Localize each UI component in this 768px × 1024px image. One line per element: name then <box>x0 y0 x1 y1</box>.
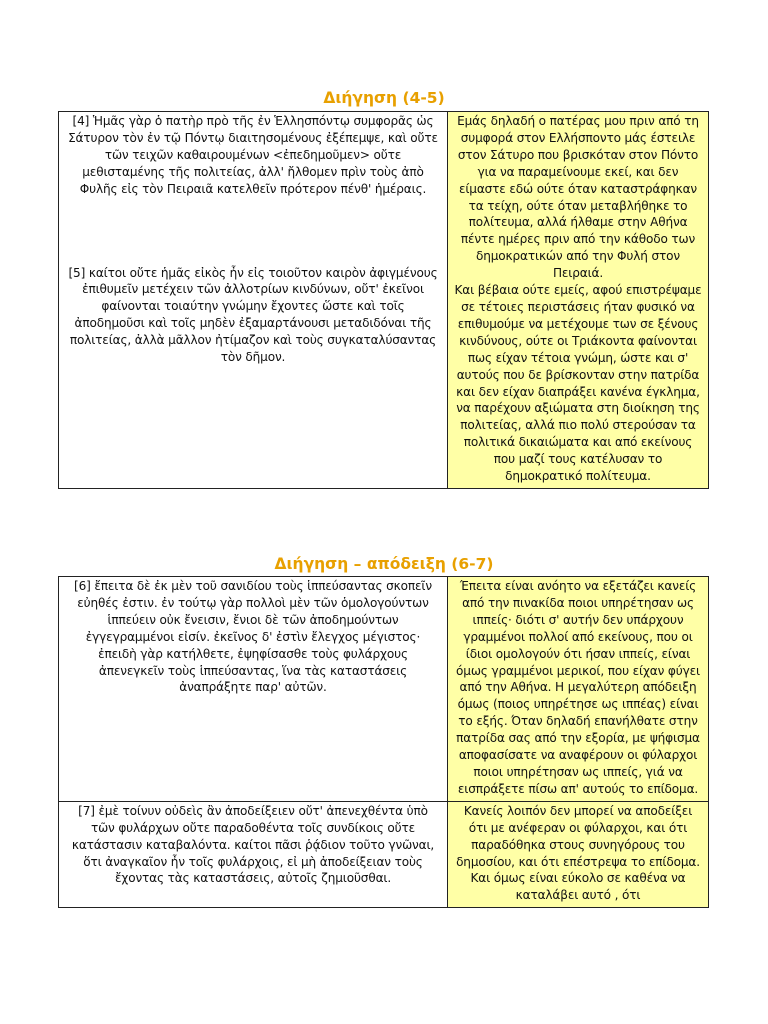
ancient-text-cell <box>59 112 448 489</box>
section-title-dihegesis-apodeixi-6-7: Διήγηση – απόδειξη (6-7) <box>274 555 494 573</box>
ancient-paragraph-5: [5] καίτοι οὔτε ἡμᾶς εἰκὸς ἦν εἰς τοιοῦτον καιρὸν ἀφιγμένους ἐπιθυμεῖν μετέχειν τῶν ἀλλοτρίων κινδύνων, οὔτ' ἐκεῖνοι φαίνονται τοιαύτην γνώμην ἔχοντες ὥστε καὶ τοῖς ἀποδημοῦσι καὶ τοῖς μηδὲν ἐξαμαρτάνουσι μεταδιδόναι τῆς πολιτείας, ἀλλὰ μᾶλλον ἠτίμαζον καὶ τοὺς συγκαταλύσαντας τὸν δῆμον. <box>68 265 438 365</box>
table-row <box>59 577 709 802</box>
table-row <box>59 801 709 907</box>
modern-translation-cell <box>448 577 709 802</box>
cell-spacer <box>65 198 441 265</box>
ancient-text-cell <box>59 801 448 907</box>
modern-paragraph-6: Έπειτα είναι ανόητο να εξετάζει κανείς από την πινακίδα ποιοι υπηρέτησαν ως ιππείς· διότι σ' αυτήν δεν υπάρχουν γραμμένοι πολλοί από εκείνους, που οι ίδιοι ομολογούν ότι ήσαν ιππείς, είναι όμως γραμμένοι μερικοί, που είχαν φύγει από την Αθήνα. Η μεγαλύτερη απόδειξη όμως (ποιος υπηρέτησε ως ιππέας) είναι το εξής. Όταν δηλαδή επανήλθατε στην πατρίδα σας από την εξορία, με ψήφισμα αποφασίσατε να αναφέρουν οι φύλαρχοι ποιοι υπηρέτησαν ως ιππείς, γιά να εισπράξετε πίσω απ' αυτούς το επίδομα. <box>456 579 700 796</box>
table-row <box>59 112 709 489</box>
translation-table-4-5 <box>58 111 709 489</box>
modern-paragraph-5: Και βέβαια ούτε εμείς, αφού επιστρέψαμε σε τέτοιες περιστάσεις ήταν φυσικό να επιθυμούμε να μετέχουμε των σε ξένους κινδύνους, ούτε οι Τριάκοντα φαίνονται πως είχαν τέτοια γνώμη, ώστε και σ' αυτούς που δε βρίσκονταν στην πατρίδα και δεν είχαν διαπράξει κανένα έγκλημα, να παρέχουν αξιώματα στη διοίκηση της πολιτείας, αλλά πιο πολύ στερούσαν τα πολιτικά δικαιώματα και από εκείνους που μαζί τους κατέλυσαν το δημοκρατικό πολίτευμα. <box>454 283 702 484</box>
ancient-paragraph-7: [7] ἐμὲ τοίνυν οὐδεὶς ἂν ἀποδείξειεν οὔτ' ἀπενεχθέντα ὑπὸ τῶν φυλάρχων οὔτε παραδοθέντα τοῖς συνδίκοις οὔτε κατάστασιν καταβαλόντα. καίτοι πᾶσι ῥᾴδιον τοῦτο γνῶναι, ὅτι ἀναγκαῖον ἦν τοῖς φυλάρχοις, εἰ μὴ ἀποδείξειαν τοὺς ἔχοντας τὰς καταστάσεις, αὐτοῖς ζημιοῦσθαι. <box>71 803 435 886</box>
modern-paragraph-7: Κανείς λοιπόν δεν μπορεί να αποδείξει ότι με ανέφεραν οι φύλαρχοι, και ότι παραδόθηκα στους συνηγόρους του δημοσίου, και ότι επέστρεψα το επίδομα. Και όμως είναι εύκολο σε καθένα να καταλάβει αυτό , ότι <box>456 803 700 903</box>
translation-table-6-7 <box>58 576 709 908</box>
modern-translation-cell <box>448 801 709 907</box>
modern-paragraph-4: Εμάς δηλαδή ο πατέρας μου πριν από τη συμφορά στον Ελλήσποντο μάς έστειλε στον Σάτυρο που βρισκόταν στον Πόντο για να παραμείνουμε εκεί, και δεν είμαστε εδώ ούτε όταν καταστράφηκαν τα τείχη, ούτε όταν μεταβλήθηκε το πολίτευμα, αλλά ήλθαμε στην Αθήνα πέντε ημέρες πριν από την κάθοδο των δημοκρατικών από την Φυλή στον Πειραιά. <box>457 114 699 281</box>
modern-translation-cell <box>448 112 709 489</box>
ancient-text-cell <box>59 577 448 802</box>
ancient-paragraph-4: [4] Ἡμᾶς γὰρ ὁ πατὴρ πρὸ τῆς ἐν Ἑλλησπόντῳ συμφορᾶς ὡς Σάτυρον τὸν ἐν τῷ Πόντῳ διαιτησομένους ἐξέπεμψε, καὶ οὔτε τῶν τειχῶν καθαιρουμένων <ἐπεδημοῦμεν> οὔτε μεθισταμένης τῆς πολιτείας, ἀλλ' ἤλθομεν πρὶν τοὺς ἀπὸ Φυλῆς εἰς τὸν Πειραιᾶ κατελθεῖν πρότερον πένθ' ἡμέραις. <box>68 114 438 196</box>
section-title-dihegesis-4-5: Διήγηση (4-5) <box>323 89 445 107</box>
ancient-paragraph-6: [6] ἔπειτα δὲ ἐκ μὲν τοῦ σανιδίου τοὺς ἱππεύσαντας σκοπεῖν εὐηθές ἐστιν. ἐν τούτῳ γὰρ πολλοὶ μὲν τῶν ὁμολογούντων ἱππεύειν οὐκ ἔνεισιν, ἔνιοι δὲ τῶν ἀποδημούντων ἐγγεγραμμένοι εἰσίν. ἐκεῖνος δ' ἐστὶν ἔλεγχος μέγιστος· ἐπειδὴ γὰρ κατήλθετε, ἐψηφίσασθε τοὺς φυλάρχους ἀπενεγκεῖν τοὺς ἱππεύσαντας, ἵνα τὰς καταστάσεις ἀναπράξητε παρ' αὐτῶν. <box>74 579 432 695</box>
